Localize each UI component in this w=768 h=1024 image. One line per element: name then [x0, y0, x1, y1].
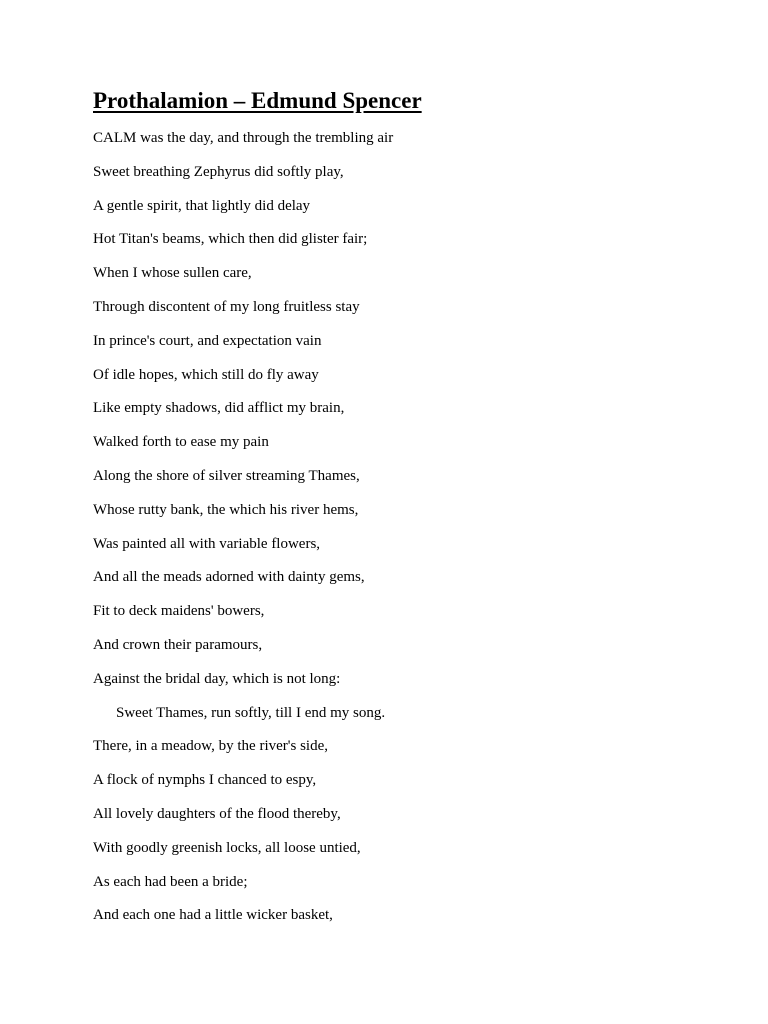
poem-line: Hot Titan's beams, which then did glister fair;	[93, 231, 368, 248]
poem-title: Prothalamion – Edmund Spencer	[93, 88, 422, 113]
poem-line: CALM was the day, and through the trembling air	[93, 130, 394, 146]
poem-line: And crown their paramours,	[93, 636, 263, 653]
poem-line: Whose rutty bank, the which his river hems,	[93, 501, 359, 518]
poem-line: Against the bridal day, which is not long:	[93, 670, 341, 687]
poem-line: As each had been a bride;	[93, 873, 248, 890]
poem-line: A gentle spirit, that lightly did delay	[93, 197, 311, 214]
poem-line: Fit to deck maidens' bowers,	[93, 603, 265, 620]
poem-line: Of idle hopes, which still do fly away	[93, 366, 319, 383]
poem-line: There, in a meadow, by the river's side,	[93, 738, 328, 755]
poem-line: A flock of nymphs I chanced to espy,	[93, 772, 317, 789]
poem-line: And each one had a little wicker basket,	[93, 907, 333, 924]
poem-line: Along the shore of silver streaming Thames,	[93, 467, 360, 484]
poem-line: Was painted all with variable flowers,	[93, 535, 321, 552]
poem-line: Through discontent of my long fruitless stay	[93, 298, 360, 315]
poem-body	[93, 126, 393, 937]
poem-line: Like empty shadows, did afflict my brain,	[93, 400, 345, 417]
poem-line: And all the meads adorned with dainty gems,	[93, 569, 365, 586]
poem-refrain-line: Sweet Thames, run softly, till I end my song.	[116, 704, 386, 721]
poem-line: In prince's court, and expectation vain	[93, 332, 322, 349]
poem-line: When I whose sullen care,	[93, 265, 252, 282]
poem-line: Sweet breathing Zephyrus did softly play,	[93, 163, 344, 180]
poem-line: All lovely daughters of the flood thereby,	[93, 805, 341, 822]
poem-line: With goodly greenish locks, all loose untied,	[93, 839, 361, 856]
poem-line: Walked forth to ease my pain	[93, 434, 269, 451]
